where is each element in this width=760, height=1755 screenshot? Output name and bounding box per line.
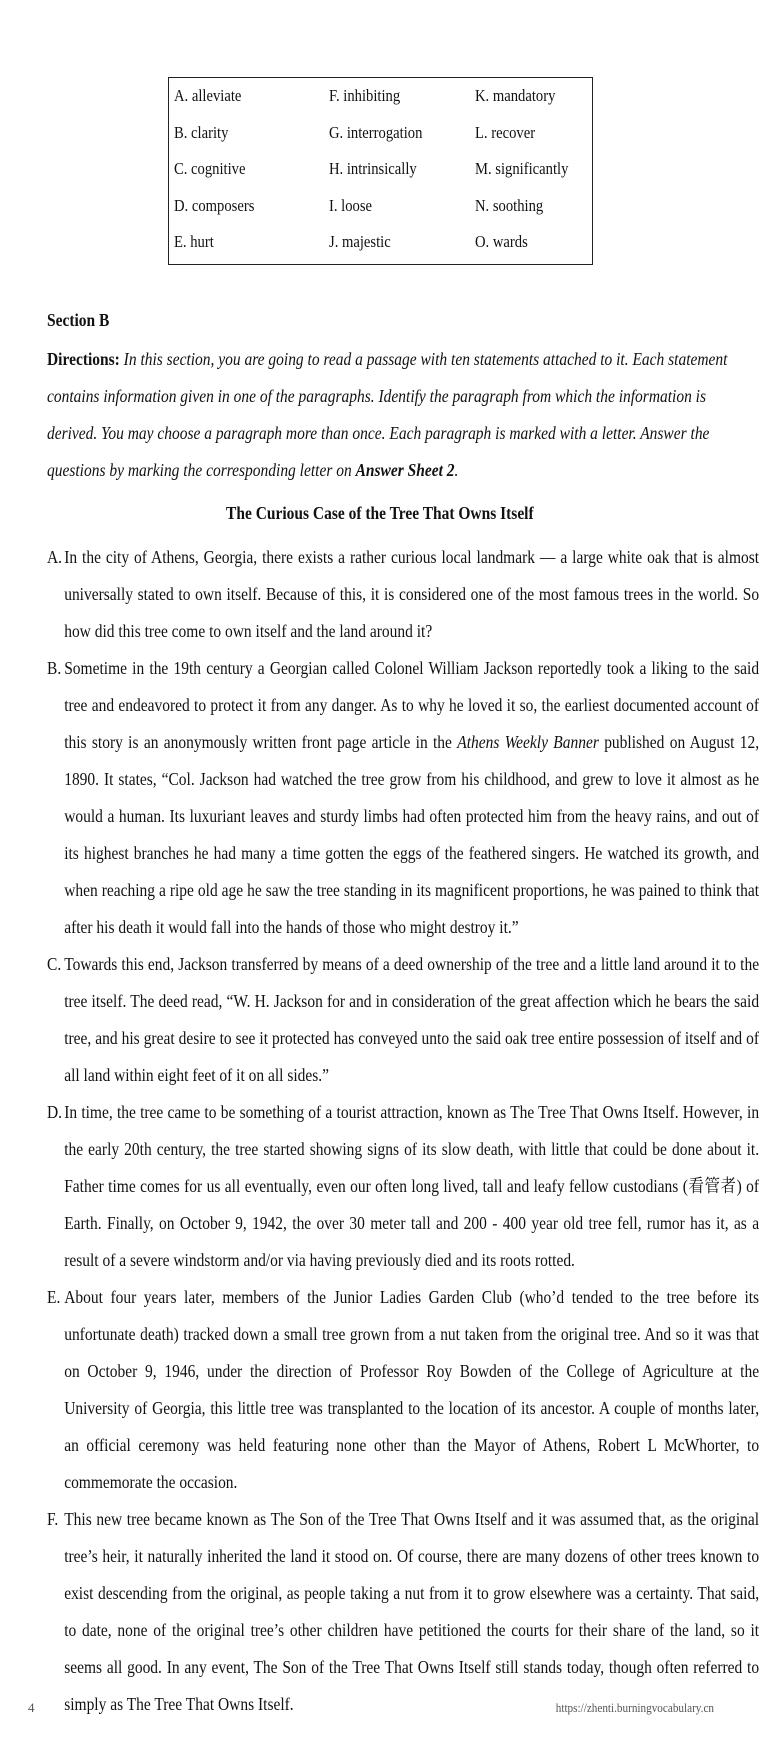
word-option: I. loose [329,195,373,215]
paragraph-text [64,658,759,937]
word-option: H. intrinsically [329,159,417,179]
paragraph-c [47,946,759,1094]
word-option: N. soothing [475,195,544,215]
paragraph-text: This new tree became known as The Son of the Tree That Owns Itself and it was assumed that, as the original tree’s heir, it naturally inherited the land it stood on. Of course, there are many dozens of other trees known to exist descending from the original, as people taking a nut from it to grow elsewhere was a certainty. That said, to date, none of the original tree’s other children have petitioned the courts for their share of the land, so it seems all good. In any event, The Son of the Tree That Owns Itself still stands today, though often referred to simply as The Tree That Owns Itself. [64,1509,760,1714]
paragraph-letter: F. [47,1509,59,1529]
paragraph-letter: B. [47,658,62,678]
paragraph-text: In time, the tree came to be something of a tourist attraction, known as The Tree That Owns Itself. However, in the early 20th century, the tree started showing signs of its slow death, with little that could be done about it. Father time comes for us all eventually, even our often long lived, tall and leafy fellow custodians (看管者) of Earth. Finally, on October 9, 1942, the over 30 meter tall and 200 - 400 year old tree fell, rumor has it, as a result of a severe windstorm and/or via having previously died and its roots rotted. [64,1102,760,1270]
word-option: K. mandatory [475,86,556,105]
paragraph-letter: E. [47,1287,61,1307]
directions-end: . [454,460,459,480]
paragraph-text: Towards this end, Jackson transferred by means of a deed ownership of the tree and a little land around it to the tree itself. The deed read, “W. H. Jackson for and in consideration of the great affection which he bears the said tree, and his great desire to see it protected has conveyed unto the said oak tree entire possession of itself and of all land within eight feet of it on all sides.” [64,954,760,1085]
directions [47,341,759,489]
word-option: G. interrogation [329,122,423,142]
paragraph-a [47,539,759,650]
word-bank-table [168,77,593,265]
newspaper-title: Athens Weekly Banner [457,732,599,752]
word-option: C. cognitive [174,159,246,179]
paragraph-f [47,1501,759,1723]
paragraph-letter: A. [47,547,63,567]
paragraph-letter: D. [47,1102,63,1122]
paragraph-letter: C. [47,954,62,974]
paragraph-text: About four years later, members of the Junior Ladies Garden Club (who’d tended to the tree before its unfortunate death) tracked down a small tree grown from a nut taken from the original tree. And so it was that on October 9, 1946, under the direction of Professor Roy Bowden of the College of Agriculture at the University of Georgia, this little tree was transplanted to the location of its ancestor. A couple of months later, an official ceremony was held featuring none other than the Mayor of Athens, Robert L McWhorter, to commemorate the occasion. [64,1287,760,1492]
word-option: A. alleviate [174,86,242,105]
page-number: 4 [28,1700,35,1715]
paragraph-text-part: Sometime in the 19th century a Georgian called Colonel William Jackson reportedly took a liking to the said tree and endeavored to protect it from any danger. As to why he loved it so, the earliest documented account of this story is an anonymously written front page article in the [64,658,760,752]
word-bank-column-2 [329,84,438,267]
word-option: D. composers [174,195,255,215]
answer-sheet-reference: Answer Sheet 2 [355,460,455,480]
word-option: L. recover [475,122,536,142]
paragraph-text: In the city of Athens, Georgia, there exists a rather curious local landmark — a large white oak that is almost universally stated to own itself. Because of this, it is considered one of the most famous trees in the world. So how did this tree come to own itself and the land around it? [64,547,760,641]
article-title [0,503,760,524]
word-option: B. clarity [174,122,229,142]
word-option: J. majestic [329,232,391,252]
word-option: M. significantly [475,159,569,179]
word-option: E. hurt [174,232,214,252]
word-bank-column-1 [174,84,267,267]
section-title: Section B [47,310,110,330]
word-option: F. inhibiting [329,86,401,105]
word-bank-column-3 [475,84,584,267]
directions-text: In this section, you are going to read a passage with ten statements attached to it. Each statement contains information given in one of the paragraphs. Identify the paragraph from which the information is derived. You may choose a paragraph more than once. Each paragraph is marked with a letter. Answer the questions by marking the corresponding letter on [47,349,728,480]
paragraph-d [47,1094,759,1279]
paragraph-b [47,650,759,946]
source-url[interactable]: https://zhenti.burningvocabulary.cn [555,1700,714,1715]
directions-label: Directions: [47,349,120,369]
paragraph-text-part: published on August 12, 1890. It states, “Col. Jackson had watched the tree grow from his childhood, and grew to love it almost as he would a human. Its luxuriant leaves and sturdy limbs had often protected him from the heavy rains, and out of its highest branches he had many a time gotten the eggs of the feathered singers. He watched its growth, and when reaching a ripe old age he saw the tree standing in its magnificent proportions, he was pained to think that after his death it would fall into the hands of those who might destroy it.” [64,732,760,937]
article-title-text: The Curious Case of the Tree That Owns Itself [226,503,534,523]
paragraph-e [47,1279,759,1501]
article-body [47,539,759,1723]
word-option: O. wards [475,232,528,252]
